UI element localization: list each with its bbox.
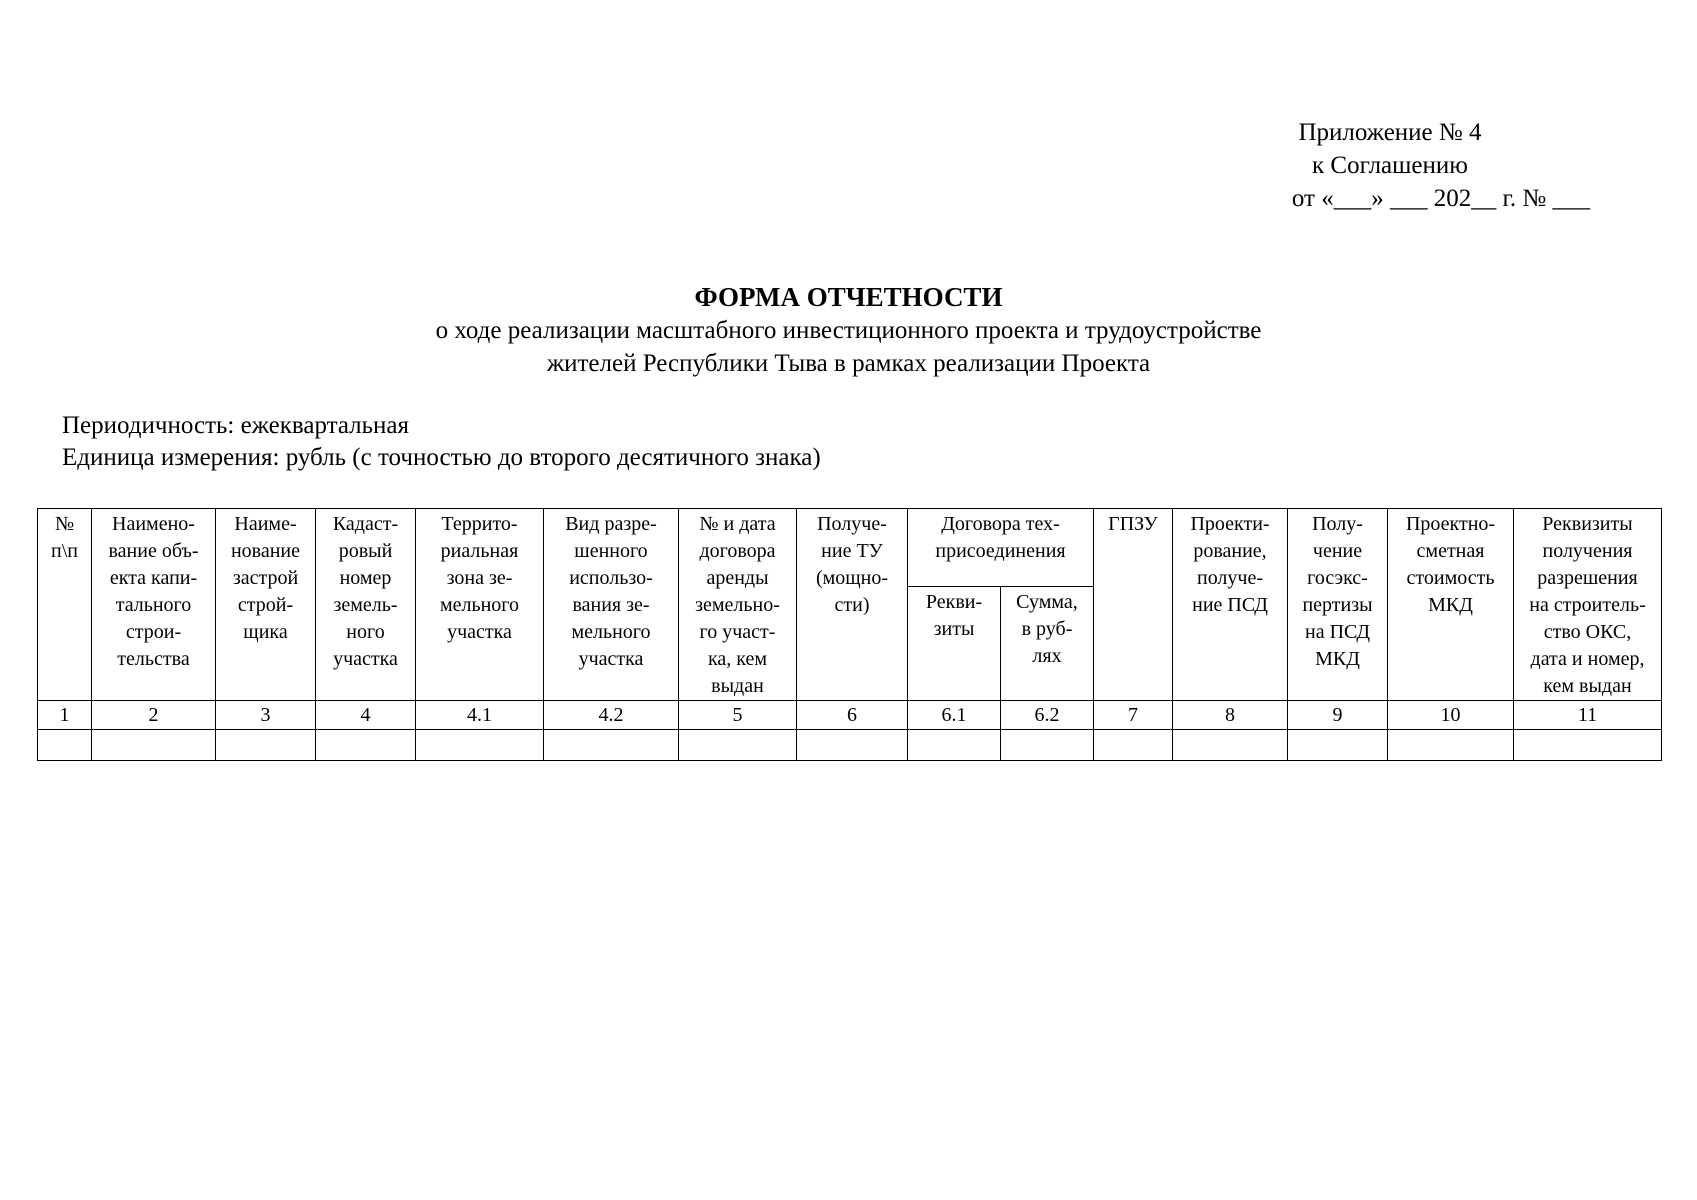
empty-cell[interactable] (1388, 730, 1514, 761)
empty-cell[interactable] (1514, 730, 1662, 761)
title-block (0, 280, 1697, 380)
empty-cell[interactable] (797, 730, 908, 761)
header-cell-3: Наиме- нование застрой строй- щика (216, 509, 316, 701)
header-cell-11: Реквизиты получения разрешения на строитель- ство ОКС, дата и номер, кем выдан (1514, 509, 1662, 701)
empty-cell[interactable] (908, 730, 1001, 761)
column-number: 1 (38, 701, 92, 730)
column-number: 4.1 (416, 701, 544, 730)
header-cell-2: Наимено- вание объ- екта капи- тального строи- тельства (92, 509, 216, 701)
page-subtitle-line-2: жителей Республики Тыва в рамках реализации Проекта (546, 350, 1151, 377)
header-cell-1: № п\п (38, 509, 92, 701)
header-cell-4-1: Террито- риальная зона зе- мельного участка (416, 509, 544, 701)
header-cell-6-1: Рекви- зиты (908, 586, 1001, 700)
unit-text: Единица измерения: рубль (с точностью до второго десятичного знака) (62, 444, 821, 471)
column-number: 4.2 (544, 701, 679, 730)
header-cell-4: Кадаст- ровый номер земель- ного участка (316, 509, 416, 701)
column-number: 9 (1288, 701, 1388, 730)
header-row-1 (38, 509, 1662, 587)
header-cell-9: Полу- чение госэкс- пертизы на ПСД МКД (1288, 509, 1388, 701)
appendix-agreement: к Соглашению (1312, 152, 1468, 179)
empty-cell[interactable] (1001, 730, 1094, 761)
empty-cell[interactable] (1094, 730, 1173, 761)
empty-cell[interactable] (216, 730, 316, 761)
header-cell-6: Получе- ние ТУ (мощно- сти) (797, 509, 908, 701)
column-number: 6.1 (908, 701, 1001, 730)
empty-cell[interactable] (1288, 730, 1388, 761)
header-cell-4-2: Вид разре- шенного использо- вания зе- мельного участка (544, 509, 679, 701)
column-number: 8 (1173, 701, 1288, 730)
empty-cell[interactable] (38, 730, 92, 761)
page-title: ФОРМА ОТЧЕТНОСТИ (694, 282, 1003, 312)
column-number: 7 (1094, 701, 1173, 730)
empty-data-row (38, 730, 1662, 761)
header-cell-10: Проектно- сметная стоимость МКД (1388, 509, 1514, 701)
column-number: 6 (797, 701, 908, 730)
column-number-row (38, 701, 1662, 730)
periodicity-text: Периодичность: ежеквартальная (62, 412, 410, 439)
header-cell-6-2: Сумма, в руб- лях (1001, 586, 1094, 700)
report-meta (62, 410, 821, 474)
header-cell-5: № и дата договора аренды земельно- го участ- ка, кем выдан (679, 509, 797, 701)
column-number: 10 (1388, 701, 1514, 730)
column-number: 4 (316, 701, 416, 730)
column-number: 2 (92, 701, 216, 730)
header-cell-7: ГПЗУ (1094, 509, 1173, 701)
header-cell-6-group: Договора тех- присоединения (908, 509, 1094, 587)
empty-cell[interactable] (316, 730, 416, 761)
column-number: 5 (679, 701, 797, 730)
empty-cell[interactable] (416, 730, 544, 761)
column-number: 3 (216, 701, 316, 730)
header-cell-8: Проекти- рование, получе- ние ПСД (1173, 509, 1288, 701)
empty-cell[interactable] (679, 730, 797, 761)
page-subtitle-line-1: о ходе реализации масштабного инвестиционного проекта и трудоустройстве (435, 317, 1262, 344)
empty-cell[interactable] (1173, 730, 1288, 761)
column-number: 6.2 (1001, 701, 1094, 730)
empty-cell[interactable] (544, 730, 679, 761)
column-number: 11 (1514, 701, 1662, 730)
appendix-date-number: от «___» ___ 202__ г. № ___ (1291, 185, 1590, 212)
appendix-header (1180, 116, 1600, 215)
empty-cell[interactable] (92, 730, 216, 761)
appendix-number: Приложение № 4 (1298, 119, 1482, 146)
report-table (37, 508, 1662, 761)
